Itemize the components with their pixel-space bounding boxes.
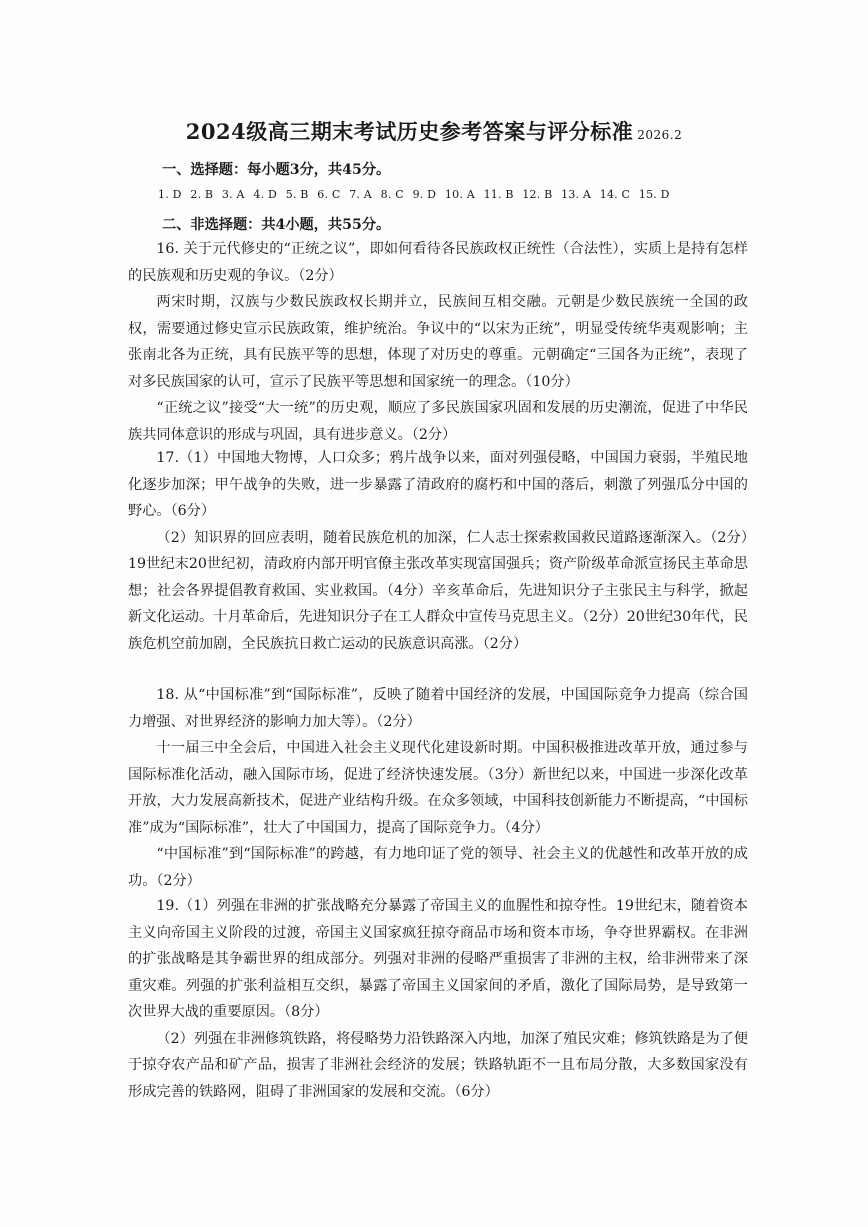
title-text: 2024级高三期末考试历史参考答案与评分标准 bbox=[185, 119, 634, 144]
question-17-block bbox=[128, 445, 748, 657]
q19-part2: （2）列强在非洲修筑铁路，将侵略势力沿铁路深入内地，加深了殖民灾难；修筑铁路是为了便于掠夺农产品和矿产品，损害了非洲社会经济的发展；铁路轨距不一且布局分散，大多数国家没有形成完善的铁路网，阻碍了非洲国家的发展和交流。（6分） bbox=[128, 1030, 748, 1100]
answer-item: 12. B bbox=[522, 188, 553, 201]
answer-item: 2. B bbox=[190, 188, 214, 201]
q17-part2: （2）知识界的回应表明，随着民族危机的加深，仁人志士探索救国救民道路逐渐深入。（2分）19世纪末20世纪初，清政府内部开明官僚主张改革实现富国强兵；资产阶级革命派宣扬民主革命思想；社会各界提倡教育救国、实业救国。（4分）辛亥革命后，先进知识分子主张民主与科学，掀起新文化运动。十月革命后，先进知识分子在工人群众中宣传马克思主义。（2分）20世纪30年代，民族危机空前加剧，全民族抗日救亡运动的民族意识高涨。（2分） bbox=[128, 529, 748, 652]
answer-item: 13. A bbox=[561, 188, 592, 201]
title-date: 2026.2 bbox=[637, 128, 683, 142]
q16-question: 16. 关于元代修史的“正统之议”，即如何看待各民族政权正统性（合法性），实质上是持有怎样的民族观和历史观的争议。（2分） bbox=[128, 241, 748, 284]
choice-answers-row bbox=[158, 188, 758, 201]
answer-item: 10. A bbox=[444, 188, 475, 201]
answer-item: 7. A bbox=[349, 188, 372, 201]
answer-item: 9. D bbox=[412, 188, 437, 201]
page-title bbox=[0, 116, 868, 146]
answer-item: 15. D bbox=[638, 188, 670, 201]
q16-answer-conclusion: “正统之议”接受“大一统”的历史观，顺应了多民族国家巩固和发展的历史潮流，促进了中华民族共同体意识的形成与巩固，具有进步意义。（2分） bbox=[128, 400, 748, 443]
q17-part1: 17.（1）中国地大物博，人口众多；鸦片战争以来，面对列强侵略，中国国力衰弱，半殖民地化逐步加深；甲午战争的失败，进一步暴露了清政府的腐朽和中国的落后，刺激了列强瓜分中国的野心。（6分） bbox=[128, 450, 748, 519]
q18-answer-main: 十一届三中全会后，中国进入社会主义现代化建设新时期。中国积极推进改革开放，通过参与国际标准化活动，融入国际市场，促进了经济快速发展。（3分）新世纪以来，中国进一步深化改革开放，大力发展高新技术，促进产业结构升级。在众多领域，中国科技创新能力不断提高，“中国标准”成为“国际标准”，壮大了中国国力，提高了国际竞争力。（4分） bbox=[128, 740, 748, 836]
section-2-heading: 二、非选择题：共4小题，共55分。 bbox=[162, 217, 391, 233]
answer-item: 1. D bbox=[158, 188, 182, 201]
answer-item: 6. C bbox=[317, 188, 341, 201]
q18-question: 18. 从“中国标准”到“国际标准”，反映了随着中国经济的发展，中国国际竞争力提高（综合国力增强、对世界经济的影响力加大等）。（2分） bbox=[128, 687, 748, 730]
question-19-block bbox=[128, 893, 748, 1105]
answer-item: 5. B bbox=[285, 188, 309, 201]
answer-item: 4. D bbox=[253, 188, 277, 201]
q18-answer-conclusion: “中国标准”到“国际标准”的跨越，有力地印证了党的领导、社会主义的优越性和改革开放的成功。（2分） bbox=[128, 846, 748, 889]
section-1-heading: 一、选择题：每小题3分，共45分。 bbox=[162, 162, 391, 178]
answer-item: 14. C bbox=[599, 188, 631, 201]
q16-answer-main: 两宋时期，汉族与少数民族政权长期并立，民族间互相交融。元朝是少数民族统一全国的政权，需要通过修史宣示民族政策，维护统治。争议中的“以宋为正统”，明显受传统华夷观影响；主张南北各为正统，具有民族平等的思想，体现了对历史的尊重。元朝确定“三国各为正统”，表现了对多民族国家的认可，宣示了民族平等思想和国家统一的理念。（10分） bbox=[128, 294, 748, 390]
q19-part1: 19.（1）列强在非洲的扩张战略充分暴露了帝国主义的血腥性和掠夺性。19世纪末，随着资本主义向帝国主义阶段的过渡，帝国主义国家疯狂掠夺商品市场和资本市场，争夺世界霸权。在非洲的扩张战略是其争霸世界的组成部分。列强对非洲的侵略严重损害了非洲的主权，给非洲带来了深重灾难。列强的扩张利益相互交织，暴露了帝国主义国家间的矛盾，激化了国际局势，是导致第一次世界大战的重要原因。（8分） bbox=[128, 898, 748, 1020]
answer-item: 11. B bbox=[483, 188, 514, 201]
answer-item: 8. C bbox=[380, 188, 404, 201]
question-16-block bbox=[128, 236, 748, 448]
question-18-block bbox=[128, 682, 748, 894]
answer-item: 3. A bbox=[221, 188, 245, 201]
